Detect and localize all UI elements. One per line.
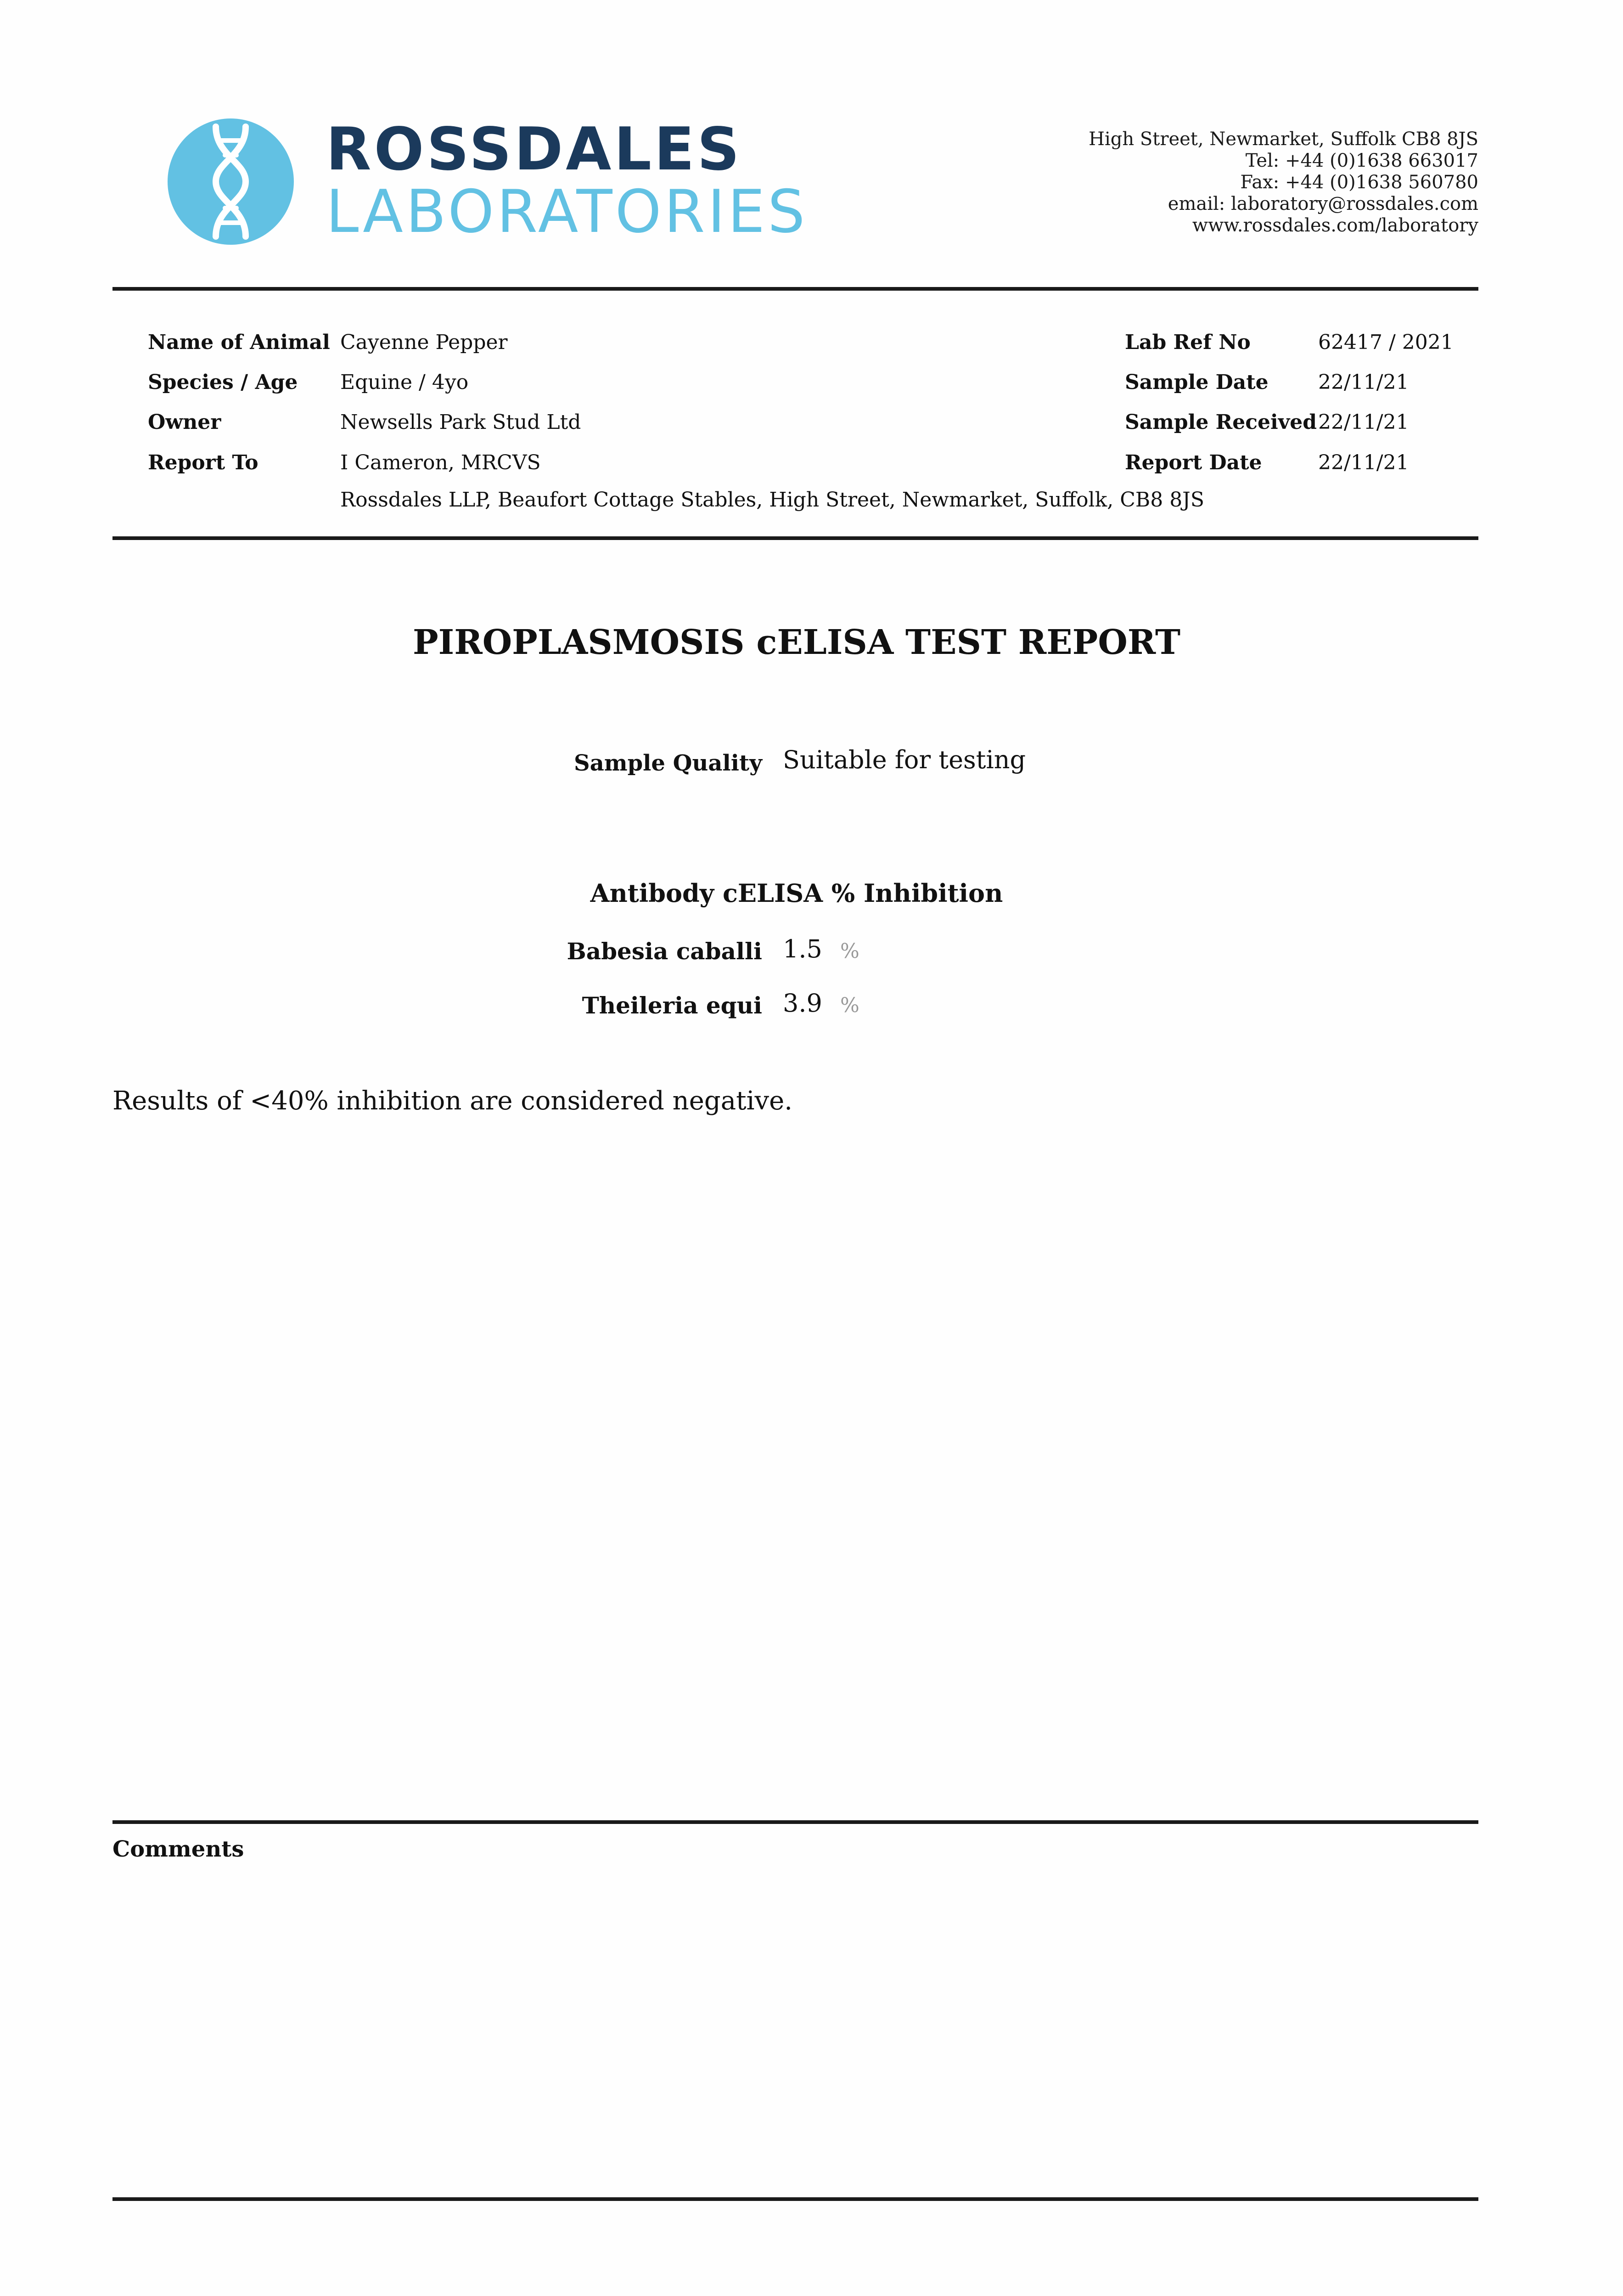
contact-address: High Street, Newmarket, Suffolk CB8 8JS: [1089, 129, 1478, 150]
comments-label: Comments: [112, 1836, 244, 1862]
contact-fax: Fax: +44 (0)1638 560780: [1240, 172, 1478, 193]
contact-block: [1089, 129, 1478, 236]
report-title: PIROPLASMOSIS cELISA TEST REPORT: [412, 623, 1181, 662]
species-age-value: Equine / 4yo: [340, 371, 469, 394]
sample-quality-value: Suitable for testing: [783, 745, 1026, 774]
theileria-equi-unit: %: [840, 994, 859, 1017]
comments-divider-bottom: [112, 2197, 1478, 2201]
owner-value: Newsells Park Stud Ltd: [340, 411, 581, 434]
sample-received-value: 22/11/21: [1318, 411, 1409, 434]
header-divider: [112, 287, 1478, 291]
babesia-caballi-label: Babesia caballi: [567, 938, 762, 965]
babesia-caballi-value: 1.5: [783, 934, 822, 963]
sample-date-value: 22/11/21: [1318, 371, 1409, 394]
report-date-value: 22/11/21: [1318, 451, 1409, 474]
sample-date-label: Sample Date: [1125, 371, 1269, 394]
theileria-equi-value: 3.9: [783, 989, 822, 1018]
brand-name-line2: LABORATORIES: [326, 178, 808, 246]
brand-name-line1: ROSSDALES: [326, 115, 742, 184]
contact-tel: Tel: +44 (0)1638 663017: [1245, 150, 1478, 171]
sample-quality-label: Sample Quality: [574, 750, 762, 776]
report-to-value: I Cameron, MRCVS: [340, 451, 541, 474]
lab-ref-value: 62417 / 2021: [1318, 331, 1454, 354]
interpretation-note: Results of <40% inhibition are considered negative.: [112, 1086, 793, 1116]
babesia-caballi-unit: %: [840, 940, 859, 963]
dna-helix-icon: [168, 118, 294, 245]
report-date-label: Report Date: [1125, 451, 1262, 474]
antibody-section-title: Antibody cELISA % Inhibition: [590, 878, 1003, 908]
report-to-label: Report To: [148, 451, 258, 474]
info-divider: [112, 536, 1478, 540]
contact-website: www.rossdales.com/laboratory: [1192, 215, 1478, 236]
sample-received-label: Sample Received: [1125, 411, 1317, 434]
report-to-address: Rossdales LLP, Beaufort Cottage Stables, High Street, Newmarket, Suffolk, CB8 8JS: [340, 488, 1204, 512]
theileria-equi-label: Theileria equi: [582, 992, 762, 1019]
name-of-animal-label: Name of Animal: [148, 331, 330, 354]
comments-divider-top: [112, 1820, 1478, 1824]
species-age-label: Species / Age: [148, 371, 298, 394]
name-of-animal-value: Cayenne Pepper: [340, 331, 508, 354]
owner-label: Owner: [148, 411, 221, 434]
contact-email: email: laboratory@rossdales.com: [1168, 193, 1478, 214]
lab-ref-label: Lab Ref No: [1125, 331, 1251, 354]
